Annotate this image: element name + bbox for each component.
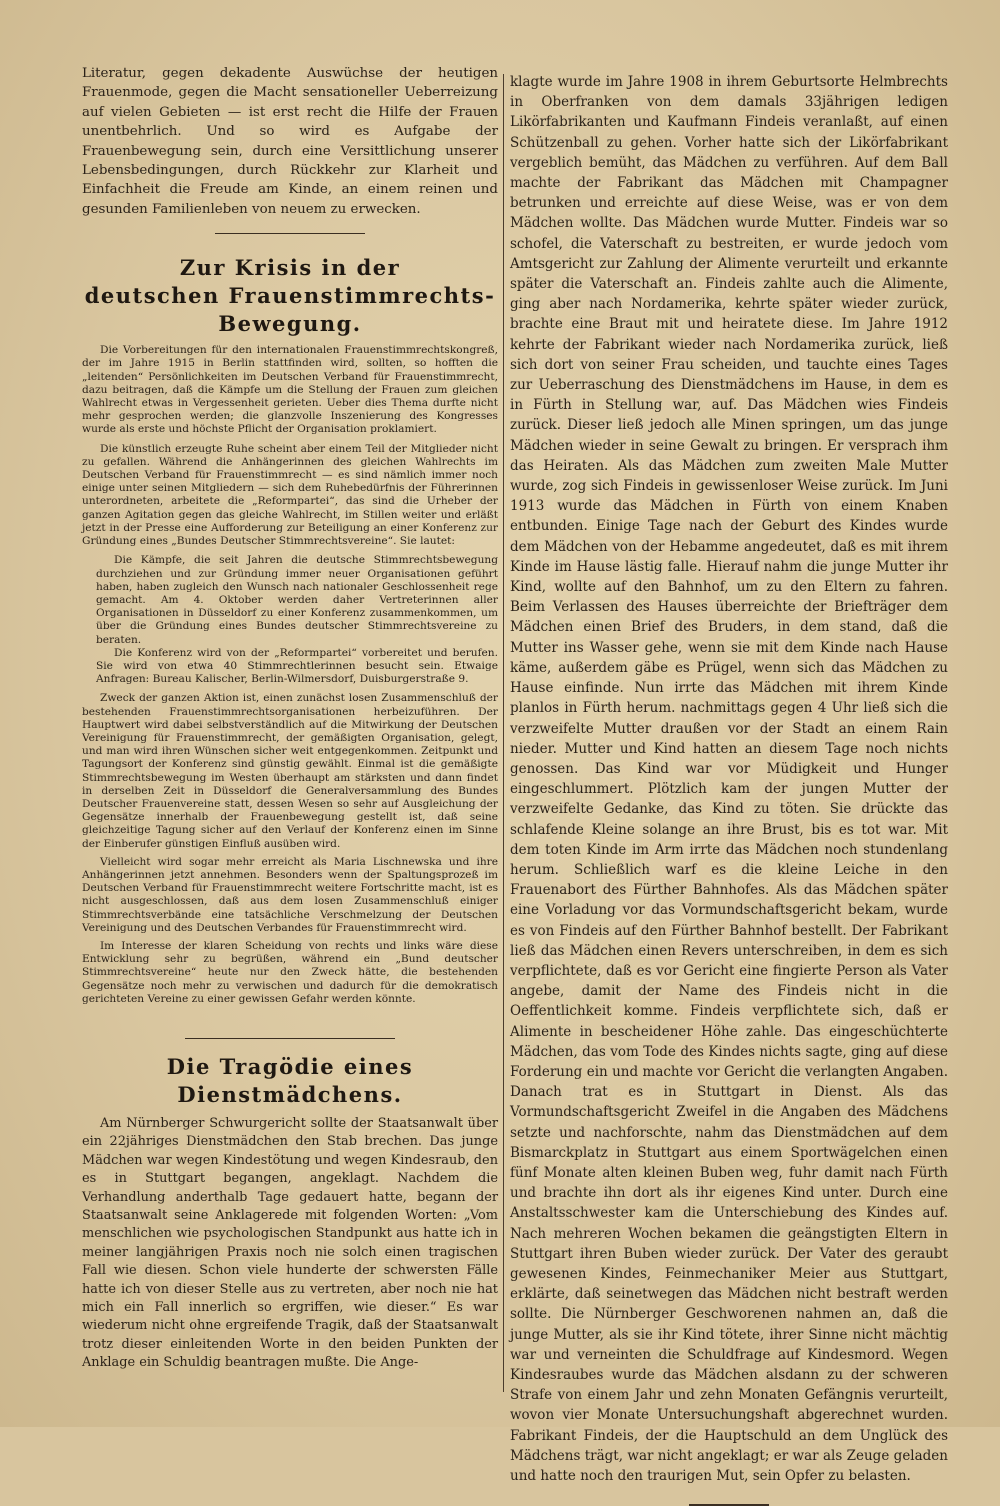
separator-rule — [185, 1038, 395, 1039]
left-column — [82, 64, 498, 1373]
article1-title-line2: deutschen Frauenstimmrechts-Bewegung. — [84, 283, 496, 337]
article1-paragraph: Vielleicht wird sogar mehr erreicht als Maria Lischnewska und ihre Anhängerinnen jetzt annehmen. Besonders wenn der Spaltungsprozeß im Deutschen Verband für Frauenstimmrecht weitere Fortschritte macht, ist es nicht ausgeschlossen, daß aus dem losen Zusammenschluß einiger Stimmrechtsverbände eine tatsächliche Verschmelzung der Deutschen Vereinigung und des Deutschen Verbandes für Frauenstimmrecht wird. — [82, 855, 498, 934]
article1-quote: Die Konferenz wird von der „Reformpartei“ vorbereitet und berufen. Sie wird von etwa 40 Stimmrechtlerinnen besucht sein. Etwaige Anfragen: Bureau Kalischer, Berlin-Wilmersdorf, Duisburgerstraße 9. — [96, 646, 498, 686]
article1-paragraph: Im Interesse der klaren Scheidung von rechts und links wäre diese Entwicklung sehr zu begrüßen, während ein „Bund deutscher Stimmrechtsvereine“ heute nur den Zweck hätte, die bestehenden Gegensätze noch mehr zu verwischen und dadurch für die demokratisch gerichteten Vereine zu einer gewissen Gefahr werden könnte. — [82, 939, 498, 1005]
column-divider — [503, 74, 504, 1392]
intro-paragraph: Literatur, gegen dekadente Auswüchse der heutigen Frauenmode, gegen die Macht sensationeller Ueberreizung auf vielen Gebieten — ist erst recht die Hilfe der Frauen unentbehrlich. Und so wird es Aufgabe der Frauenbewegung sein, durch eine Versittlichung unserer Lebensbedingungen, durch Rückkehr zur Klarheit und Einfachheit die Freude am Kinde, an einem reinen und gesunden Familienleben von neuem zu erwecken. — [82, 66, 498, 217]
article1-paragraph: Die künstlich erzeugte Ruhe scheint aber einem Teil der Mitglieder nicht zu gefallen. Während die Anhängerinnen des gleichen Wahlrechts im Deutschen Verband für Frauenstimmrecht — es sind nämlich immer noch einige unter seinen Mitgliedern — sich dem Ruhebedürfnis der Führerinnen unterordneten, arbeitete die „Reformpartei“, das sind die Urheber der ganzen Agitation gegen das gleiche Wahlrecht, im Stillen weiter und erläßt jetzt in der Presse eine Aufforderung zur Beteiligung an einer Konferenz zur Gründung eines „Bundes Deutscher Stimmrechtsvereine“. Sie lautet: — [82, 442, 498, 548]
article2-continuation: klagte wurde im Jahre 1908 in ihrem Geburtsorte Helmbrechts in Oberfranken von dem damals 33jährigen ledigen Likörfabrikanten und Kaufmann Findeis veranlaßt, auf einen Schützenball zu gehen. Vorher hatte sich der Likörfabrikant vergeblich bemüht, das Mädchen zu verführen. Auf dem Ball machte der Fabrikant das Mädchen mit Champagner betrunken und erreichte auf diese Weise, was er von dem Mädchen wollte. Das Mädchen wurde Mutter. Findeis war so schofel, die Vaterschaft zu bestreiten, er wurde jedoch vom Amtsgericht zur Zahlung der Alimente verurteilt und erkannte später die Vaterschaft an. Findeis zahlte auch die Alimente, ging aber nach Nordamerika, kehrte später wieder zurück, brachte eine Braut mit und heiratete diese. Im Jahre 1912 kehrte der Fabrikant wieder nach Nordamerika zurück, ließ sich dort von seiner Frau scheiden, und tauchte eines Tages zur Ueberraschung des Dienstmädchens im Hause, in dem es in Fürth in Stellung war, auf. Das Mädchen wies Findeis zurück. Dieser ließ jedoch alle Minen springen, um das junge Mädchen wieder in seine Gewalt zu bringen. Er versprach ihm das Heiraten. Als das Mädchen zum zweiten Male Mutter wurde, zog sich Findeis in gewissenloser Weise zurück. Im Juni 1913 wurde das Mädchen in Fürth von einem Knaben entbunden. Einige Tage nach der Geburt des Kindes wurde dem Mädchen von der Hebamme angedeutet, daß es mit ihrem Kinde im Hause lästig falle. Hierauf nahm die junge Mutter ihr Kind, wollte auf den Bahnhof, um zu den Eltern zu fahren. Beim Verlassen des Hauses überreichte der Briefträger dem Mädchen einen Brief des Bruders, in dem stand, daß die Mutter ins Wasser gehe, wenn sie mit dem Kinde nach Hause käme, außerdem gäbe es Prügel, wenn sich das Mädchen zu Hause einfinde. Nun irrte das Mädchen mit ihrem Kinde planlos in Fürth herum. nachmittags gegen 4 Uhr ließ sich die verzweifelte Mutter draußen vor der Stadt an einem Rain nieder. Mutter und Kind hatten an diesem Tage noch nichts genossen. Das Kind war vor Müdigkeit und Hunger eingeschlummert. Plötzlich kam der jungen Mutter der verzweifelte Gedanke, das Kind zu töten. Sie drückte das schlafende Kleine solange an ihre Brust, bis es tot war. Mit dem toten Kinde im Arm irrte das Mädchen noch stundenlang herum. Schließlich warf es die kleine Leiche in den Frauenabort des Fürther Bahnhofes. Als das Mädchen später eine Vorladung vor das Vormundschaftsgericht bekam, wurde es von Findeis auf den Fürther Bahnhof bestellt. Der Fabrikant ließ das Mädchen einen Revers unterschreiben, in dem es sich verpflichtete, daß es vor Gericht eine fingierte Person als Vater angebe, damit der Name des Findeis nicht in die Oeffentlichkeit komme. Findeis verpflichtete sich, daß er Alimente in bescheidener Höhe zahle. Das eingeschüchterte Mädchen, das vom Tode des Kindes nichts sagte, ging auf diese Forderung ein und machte vor Gericht die verlangten Angaben. Danach trat es in Stuttgart in Dienst. Als das Vormundschaftsgericht Zweifel in die Angaben des Mädchens setzte und nachforschte, nahm das Dienstmädchen auf dem Bismarckplatz in Stuttgart aus einem Sportwägelchen einen fünf Monate alten kleinen Buben weg, fuhr damit nach Fürth und brachte ihn dort als ihr eigenes Kind unter. Durch eine Anstaltsschwester kam die Unterschiebung des Kindes auf. Nach mehreren Wochen bekamen die geängstigten Eltern in Stuttgart ihren Buben wieder zurück. Der Vater des geraubt gewesenen Kindes, Feinmechaniker Meier aus Stuttgart, erklärte, daß seinetwegen das Mädchen nicht bestraft werden sollte. Die Nürnberger Geschworenen nahmen an, daß die junge Mutter, als sie ihr Kind tötete, ihrer Sinne nicht mächtig war und verneinten die Schuldfrage auf Kindesmord. Wegen Kindesraubes wurde das Mädchen alsdann zu der schweren Strafe von einem Jahr und zehn Monaten Gefängnis verurteilt, wovon vier Monate Untersuchungshaft abgerechnet wurden. Fabrikant Findeis, der die Hauptschuld an dem Unglück des Mädchens trägt, war nicht angeklagt; er war als Zeuge geladen und hatte noch den traurigen Mut, sein Opfer zu belasten. — [510, 74, 948, 1485]
article1-paragraph: Die Vorbereitungen für den internationalen Frauenstimmrechtskongreß, der im Jahre 1915 in Berlin stattfinden wird, sollten, so hofften die „leitenden“ Persönlichkeiten im Deutschen Verband für Frauenstimmrecht, dazu beitragen, daß die Kämpfe um die Stellung der Frauen zum gleichen Wahlrecht etwas in Vergessenheit gerieten. Ueber dies Thema durfte nicht mehr gesprochen werden; die glanzvolle Inszenierung des Kongresses wurde als erste und höchste Pflicht der Organisation proklamiert. — [82, 344, 498, 436]
right-column — [510, 72, 948, 1506]
article2-paragraph: Am Nürnberger Schwurgericht sollte der Staatsanwalt über ein 22jähriges Dienstmädchen den Stab brechen. Das junge Mädchen war wegen Kindestötung und wegen Kindesraub, den es in Stuttgart begangen, angeklagt. Nachdem die Verhandlung anderthalb Tage gedauert hatte, begann der Staatsanwalt seine Anklagerede mit folgenden Worten: „Vom menschlichen wie psychologischen Standpunkt aus hatte ich in meiner langjährigen Praxis noch nie solch einen tragischen Fall wie diesen. Schon viele hunderte der schwersten Fälle hatte ich von dieser Stelle aus zu vertreten, aber noch nie hat mich ein Fall innerlich so ergriffen, wie dieser.“ Es war wiederum nicht ohne ergreifende Tragik, daß der Staatsanwalt trotz dieser einleitenden Worte in den beiden Punkten der Anklage ein Schuldig beantragen mußte. Die Ange- — [82, 1116, 498, 1371]
article1-quote: Die Kämpfe, die seit Jahren die deutsche Stimmrechtsbewegung durchziehen und zur Gründung immer neuer Organisationen geführt haben, haben zugleich den Wunsch nach nationaler Geschlossenheit rege gemacht. Am 4. Oktober werden daher Vertreterinnen aller Organisationen in Düsseldorf zu einer Konferenz zusammenkommen, um über die Gründung eines Bundes deutscher Stimmrechtsvereine zu beraten. — [96, 554, 498, 646]
article1-title-line1: Zur Krisis in der — [179, 255, 401, 281]
separator-rule — [215, 233, 365, 234]
article1-paragraph: Zweck der ganzen Aktion ist, einen zunächst losen Zusammenschluß der bestehenden Frauenstimmrechtsorganisationen herbeizuführen. Der Hauptwert wird dabei selbstverständlich auf die Mitwirkung der Deutschen Vereinigung für Frauenstimmrecht, der gemäßigten Organisation, gelegt, und man wird ihren Wünschen sicher weit entgegenkommen. Zeitpunkt und Tagungsort der Konferenz sind günstig gewählt. Einmal ist die gemäßigte Stimmrechtsbewegung im Westen überhaupt am stärksten und dann findet in derselben Zeit in Düsseldorf die Generalversammlung des Bundes Deutscher Frauenvereine statt, dessen Wesen so sehr auf Ausgleichung der Gegensätze innerhalb der Frauenbewegung gestellt ist, daß seine gleichzeitige Tagung sicher auf den Verlauf der Konferenz einen im Sinne der Einberufer günstigen Einfluß ausüben wird. — [82, 692, 498, 850]
article2-title: Die Tragödie eines Dienstmädchens. — [166, 1054, 414, 1107]
